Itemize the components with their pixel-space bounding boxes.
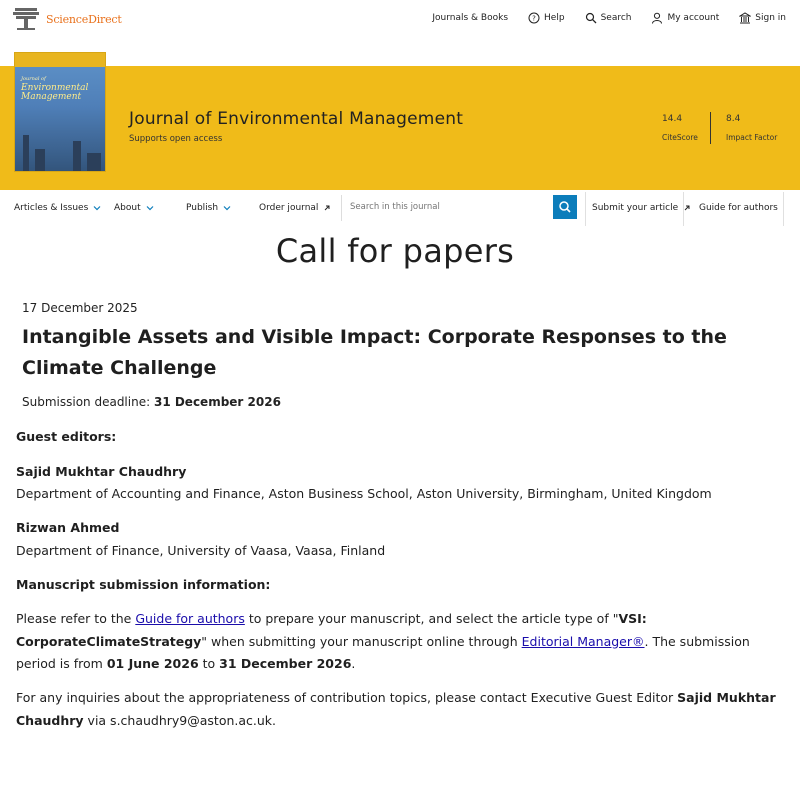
- editor-2-name: [16, 517, 119, 539]
- submit-article-link[interactable]: [592, 203, 691, 213]
- text-segment: . The submission period is from: [16, 633, 750, 671]
- inquiries-paragraph: [16, 687, 786, 732]
- external-link-icon: [323, 204, 331, 212]
- journals-books-label: Journals & Books: [432, 13, 509, 23]
- guide-for-authors-inline-link[interactable]: Guide for authors: [135, 611, 245, 626]
- publish-label: Publish: [186, 203, 219, 213]
- chevron-down-icon: [146, 204, 154, 212]
- search-link[interactable]: [585, 12, 632, 24]
- submit-article-label: Submit your article: [592, 203, 679, 213]
- journal-search: [341, 195, 577, 221]
- cover-building: [73, 141, 81, 171]
- cover-title-line3: Management: [21, 92, 82, 102]
- submission-end-date: 31 December 2026: [219, 656, 352, 671]
- institution-icon: [739, 12, 751, 24]
- call-title: Intangible Assets and Visible Impact: Corporate Responses to the Climate Challenge: [22, 326, 727, 379]
- editor-1-name: [16, 461, 186, 483]
- impact-factor-label: Impact Factor: [726, 133, 778, 142]
- submission-deadline: [22, 395, 281, 409]
- cover-title-line1: Journal of: [21, 76, 46, 82]
- my-account-link[interactable]: [651, 12, 719, 24]
- about-label: About: [114, 203, 141, 213]
- top-nav: [412, 12, 786, 24]
- editor-2-name-text: Rizwan Ahmed: [16, 520, 120, 535]
- about-menu[interactable]: [114, 203, 154, 213]
- text-segment: to: [198, 656, 220, 671]
- cover-building: [87, 153, 101, 171]
- search-label: Search: [600, 13, 632, 23]
- editor-1-name-text: Sajid Mukhtar Chaudhry: [16, 464, 187, 479]
- cover-title-line2: Environmental: [21, 83, 89, 93]
- nav-divider: [585, 192, 586, 226]
- guide-for-authors-link[interactable]: [699, 203, 778, 213]
- text-segment: to prepare your manuscript, and select the article type of ": [244, 611, 619, 626]
- manuscript-info-heading: [16, 574, 270, 596]
- guest-editors-heading: [16, 426, 116, 448]
- journal-title[interactable]: Journal of Environmental Management: [129, 109, 464, 129]
- submission-paragraph: [16, 608, 786, 676]
- publication-date: 17 December 2025: [22, 301, 138, 315]
- cover-building: [35, 149, 45, 171]
- page-heading: Call for papers: [275, 232, 515, 270]
- editor-2-affiliation: Department of Finance, University of Vaasa, Vaasa, Finland: [16, 543, 386, 558]
- sign-in-link[interactable]: [739, 12, 786, 24]
- chevron-down-icon: [223, 204, 231, 212]
- contact-editor-name: Sajid Mukhtar Chaudhry: [16, 690, 776, 728]
- person-icon: [651, 12, 663, 24]
- metric-divider: [710, 112, 711, 144]
- nav-divider: [783, 192, 784, 226]
- journals-books-link[interactable]: [432, 12, 508, 24]
- external-link-icon: [683, 204, 691, 212]
- my-account-label: My account: [667, 13, 720, 23]
- search-submit-button[interactable]: [553, 195, 577, 219]
- cover-top-strip: [15, 53, 105, 67]
- journal-navbar: [0, 190, 800, 228]
- editor-1-affiliation: Department of Accounting and Finance, Aston Business School, Aston University, Birmingham, United Kingdom: [16, 486, 712, 501]
- logo-text: ScienceDirect: [46, 12, 122, 26]
- article-type: VSI: CorporateClimateStrategy: [16, 611, 647, 649]
- submission-start-date: 01 June 2026: [106, 656, 199, 671]
- elsevier-tree-icon: [12, 6, 40, 32]
- order-journal-link[interactable]: [259, 203, 331, 213]
- publish-menu[interactable]: [186, 203, 231, 213]
- journal-subtitle: Supports open access: [129, 134, 223, 144]
- editorial-manager-link[interactable]: Editorial Manager®: [521, 633, 645, 649]
- sign-in-label: Sign in: [755, 13, 786, 23]
- journal-cover-image[interactable]: [14, 52, 106, 172]
- search-icon: [553, 195, 577, 219]
- cover-smokestack: [23, 135, 29, 171]
- manuscript-info-label: Manuscript submission information:: [16, 577, 271, 592]
- guide-for-authors-label: Guide for authors: [699, 203, 778, 213]
- journal-search-input[interactable]: [350, 202, 550, 212]
- guest-editors-label: Guest editors:: [16, 429, 117, 444]
- impact-factor-metric[interactable]: [726, 114, 777, 142]
- articles-issues-label: Articles & Issues: [14, 203, 89, 213]
- citescore-metric[interactable]: [662, 114, 698, 142]
- articles-issues-menu[interactable]: [14, 203, 101, 213]
- citescore-value: 14.4: [662, 114, 683, 124]
- deadline-value: 31 December 2026: [153, 395, 281, 409]
- text-segment: .: [351, 656, 356, 671]
- cover-title: [21, 75, 88, 102]
- help-icon: [528, 12, 540, 24]
- text-segment: " when submitting your manuscript online through: [201, 633, 522, 649]
- nav-divider: [683, 192, 684, 226]
- chevron-down-icon: [93, 204, 101, 212]
- sciencedirect-logo[interactable]: [12, 6, 122, 32]
- search-icon: [585, 12, 597, 24]
- help-label: Help: [544, 13, 565, 23]
- help-link[interactable]: [528, 12, 565, 24]
- text-segment: via s.chaudhry9@aston.ac.uk.: [83, 712, 277, 728]
- top-bar: [0, 0, 800, 46]
- citescore-label: CiteScore: [662, 133, 698, 142]
- order-journal-label: Order journal: [259, 203, 319, 213]
- deadline-label: Submission deadline:: [22, 395, 151, 409]
- text-segment: Please refer to the: [16, 611, 136, 626]
- text-segment: For any inquiries about the appropriateness of contribution topics, please contact Executive Guest Editor: [16, 690, 678, 705]
- impact-factor-value: 8.4: [726, 114, 741, 124]
- svg-text:?: ?: [532, 14, 536, 23]
